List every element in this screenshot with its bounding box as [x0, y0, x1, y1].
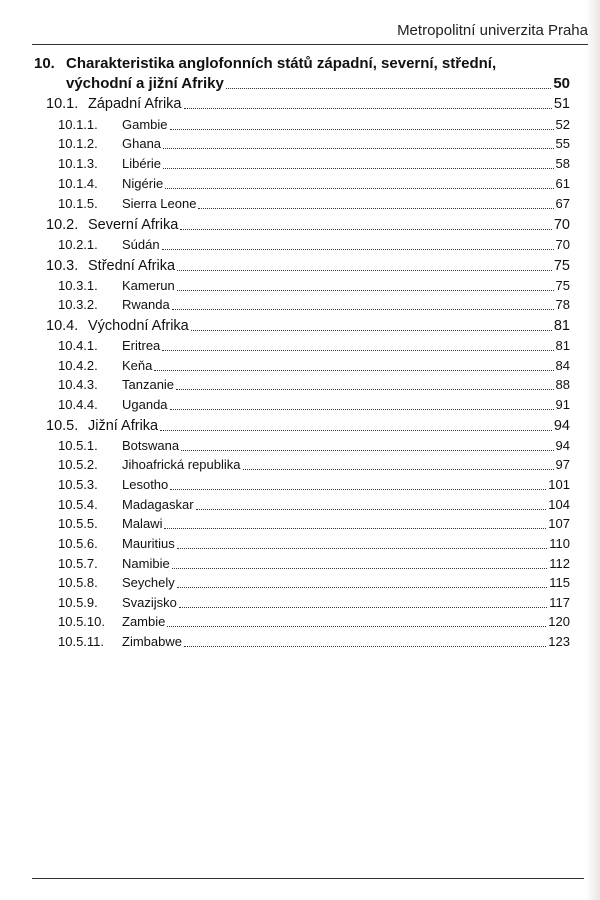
toc-entry-page-number: 67 — [555, 196, 570, 211]
toc-entry-label: Namibie — [122, 556, 170, 571]
toc-entry-page-number: 70 — [555, 237, 570, 252]
toc-entry-number: 10.1.5. — [58, 196, 98, 211]
toc-entry — [58, 573, 570, 593]
toc-entry-title — [46, 215, 178, 235]
toc-entry-label: Střední Afrika — [88, 258, 176, 274]
toc-entry — [46, 215, 570, 235]
toc-entry-title — [58, 514, 162, 534]
toc-entry-title — [58, 356, 152, 376]
toc-entry-title — [46, 316, 189, 336]
toc-entry-label: Rwanda — [122, 297, 170, 312]
dot-leader — [163, 148, 553, 149]
dot-leader — [167, 626, 546, 627]
footer-rule — [32, 878, 584, 879]
toc-entry — [58, 554, 570, 574]
toc-entry — [58, 115, 570, 135]
toc-entry-title — [58, 235, 160, 255]
toc-entry-label: Botswana — [122, 438, 180, 453]
toc-entry-number: 10.2. — [46, 217, 79, 233]
toc-entry-number: 10.5. — [46, 418, 79, 434]
dot-leader — [162, 249, 554, 250]
toc-entry-label: Madagaskar — [122, 497, 194, 512]
toc-entry-label: Gambie — [122, 117, 168, 132]
dot-leader — [177, 548, 548, 549]
toc-entry-title — [58, 436, 179, 456]
toc-entry — [58, 194, 570, 214]
toc-entry-page-number: 120 — [548, 614, 570, 629]
dot-leader — [184, 108, 552, 109]
toc-entry-page-number: 55 — [555, 136, 570, 151]
dot-leader — [172, 568, 548, 569]
toc-entry-number: 10.1.2. — [58, 136, 98, 151]
toc-entry-number: 10.3. — [46, 258, 79, 274]
toc-entry-label: Súdán — [122, 237, 160, 252]
toc-entry-label: Zimbabwe — [122, 634, 182, 649]
toc-entry-number: 10.5.1. — [58, 438, 98, 453]
toc-entry-page-number: 81 — [553, 318, 570, 334]
toc-entry-page-number: 61 — [555, 176, 570, 191]
toc-entry — [58, 375, 570, 395]
toc-entry-label: Jižní Afrika — [88, 418, 159, 434]
toc-entry-page-number: 110 — [549, 536, 570, 551]
dot-leader — [184, 646, 546, 647]
toc-entry — [58, 154, 570, 174]
toc-entry-title — [58, 632, 182, 652]
dot-leader — [196, 509, 547, 510]
toc-entry — [58, 356, 570, 376]
toc-entry-page-number: 107 — [548, 516, 570, 531]
dot-leader — [170, 409, 554, 410]
toc-entry-number: 10.3.1. — [58, 278, 98, 293]
toc-entry-title — [58, 295, 170, 315]
dot-leader — [170, 489, 546, 490]
toc-entry-label: Kamerun — [122, 278, 175, 293]
dot-leader — [177, 290, 554, 291]
dot-leader — [191, 330, 552, 331]
toc-entry-title — [58, 612, 165, 632]
toc-entry — [58, 514, 570, 534]
toc-entry — [46, 256, 570, 276]
toc-entry — [58, 612, 570, 632]
toc-entry — [58, 436, 570, 456]
toc-entry-page-number: 115 — [549, 575, 570, 590]
toc-entry-number: 10.5.9. — [58, 595, 98, 610]
toc-entry — [58, 336, 570, 356]
toc-entry-title — [46, 94, 182, 114]
dot-leader — [177, 270, 552, 271]
toc-entry-number: 10.4.3. — [58, 377, 98, 392]
toc-entry-page-number: 84 — [555, 358, 570, 373]
toc-entry-page-number: 123 — [548, 634, 570, 649]
toc-entry-label: Západní Afrika — [88, 96, 182, 112]
toc-entry-page-number: 52 — [555, 117, 570, 132]
toc-entry — [58, 276, 570, 296]
toc-entry — [58, 295, 570, 315]
toc-entry — [46, 94, 570, 114]
toc-entry-label: Nigérie — [122, 176, 164, 191]
toc-entry — [58, 395, 570, 415]
chapter-number: 10. — [34, 55, 55, 72]
toc-entry — [58, 134, 570, 154]
toc-entry — [58, 495, 570, 515]
dot-leader — [198, 208, 553, 209]
dot-leader — [226, 88, 551, 89]
toc-entry-title — [58, 395, 168, 415]
toc-entry — [46, 416, 570, 436]
toc-entry-label: Libérie — [122, 156, 162, 171]
chapter-title-line1: Charakteristika anglofonních států západní, severní, střední, — [66, 55, 497, 72]
toc-entry-title — [46, 416, 158, 436]
toc-entry-title — [58, 194, 196, 214]
toc-entry-label: Ghana — [122, 136, 162, 151]
toc-entry-title — [58, 573, 175, 593]
toc-entry-label: Sierra Leone — [122, 196, 197, 211]
toc-entry-page-number: 91 — [555, 397, 570, 412]
toc-entry-label: Tanzanie — [122, 377, 175, 392]
toc-entry-title — [46, 256, 175, 276]
toc-entry-page-number: 58 — [555, 156, 570, 171]
toc-entry-number: 10.5.11. — [58, 634, 105, 649]
toc-entry-label: Seychely — [122, 575, 175, 590]
toc-entry-page-number: 88 — [555, 377, 570, 392]
toc-entry-page-number: 117 — [549, 595, 570, 610]
toc-entry-page-number: 112 — [549, 556, 570, 571]
toc-entry-number: 10.3.2. — [58, 297, 98, 312]
dot-leader — [180, 229, 552, 230]
toc-entry-number: 10.4.2. — [58, 358, 98, 373]
toc-entry-title — [58, 336, 160, 356]
toc-entry-number: 10.5.10. — [58, 614, 105, 629]
toc-entry-number: 10.4.4. — [58, 397, 98, 412]
toc-entry-number: 10.1. — [46, 96, 79, 112]
toc-entry-page-number: 94 — [553, 418, 570, 434]
toc-entry-label: Keňa — [122, 358, 153, 373]
dot-leader — [172, 309, 554, 310]
toc-entry-title — [58, 115, 168, 135]
dot-leader — [160, 430, 552, 431]
toc-entry-label: Svazijsko — [122, 595, 177, 610]
toc-entry-title — [58, 375, 174, 395]
toc-entry-number: 10.5.3. — [58, 477, 98, 492]
toc-entry-number: 10.1.4. — [58, 176, 98, 191]
toc-entry-page-number: 94 — [555, 438, 570, 453]
toc-entry-title — [58, 475, 168, 495]
dot-leader — [164, 528, 546, 529]
toc-entry-label: Severní Afrika — [88, 217, 179, 233]
toc-entry-label: Uganda — [122, 397, 168, 412]
toc-entry-title — [58, 455, 241, 475]
running-header: Metropolitní univerzita Praha — [397, 22, 588, 39]
toc-entry-title — [58, 593, 177, 613]
toc-entry-title — [58, 134, 161, 154]
toc-entry-label: Eritrea — [122, 338, 161, 353]
toc-entry-label: Jihoafrická republika — [122, 457, 241, 472]
toc-entry — [58, 593, 570, 613]
dot-leader — [170, 129, 554, 130]
dot-leader — [243, 469, 554, 470]
toc-entry-page-number: 78 — [555, 297, 570, 312]
toc-entry-number: 10.5.5. — [58, 516, 98, 531]
toc-entry-title — [58, 534, 175, 554]
toc-entry — [46, 316, 570, 336]
toc-entry-number: 10.5.6. — [58, 536, 98, 551]
toc-entry-label: Zambie — [122, 614, 166, 629]
toc-entry-label: Lesotho — [122, 477, 169, 492]
toc-entry-title — [58, 495, 194, 515]
toc-entry-number: 10.5.7. — [58, 556, 98, 571]
toc-entry-number: 10.4. — [46, 318, 79, 334]
toc-entry-title — [58, 154, 161, 174]
toc-entry-label: Východní Afrika — [88, 318, 189, 334]
toc-entry-title — [58, 174, 163, 194]
toc-entry-page-number: 70 — [553, 217, 570, 233]
toc-entry-number: 10.1.1. — [58, 117, 98, 132]
dot-leader — [163, 168, 554, 169]
toc-entry-number: 10.1.3. — [58, 156, 98, 171]
toc-entry-page-number: 75 — [555, 278, 570, 293]
toc-entry — [58, 455, 570, 475]
toc-entry-number: 10.2.1. — [58, 237, 98, 252]
chapter-title-line2: východní a jižní Afriky — [66, 75, 224, 92]
toc-entry-page-number: 51 — [553, 96, 570, 112]
toc-entry — [58, 235, 570, 255]
toc-entry — [58, 174, 570, 194]
toc-entry-page-number: 97 — [555, 457, 570, 472]
dot-leader — [162, 350, 553, 351]
dot-leader — [177, 587, 548, 588]
toc-entry-label: Mauritius — [122, 536, 175, 551]
page-edge-shadow — [586, 0, 600, 900]
dot-leader — [176, 389, 553, 390]
toc-entry-page-number: 75 — [553, 258, 570, 274]
toc-entry-title — [58, 276, 175, 296]
toc-entry-page-number: 101 — [548, 477, 570, 492]
toc-entry — [58, 475, 570, 495]
toc-entry-label: Malawi — [122, 516, 163, 531]
dot-leader — [179, 607, 547, 608]
toc-entry-number: 10.4.1. — [58, 338, 98, 353]
toc-entry — [58, 534, 570, 554]
toc-entry-page-number: 104 — [548, 497, 570, 512]
toc-entry — [58, 632, 570, 652]
toc-entry-number: 10.5.2. — [58, 457, 98, 472]
dot-leader — [181, 450, 553, 451]
header-rule — [32, 44, 588, 45]
toc-entry-title — [58, 554, 170, 574]
toc-entry-number: 10.5.4. — [58, 497, 98, 512]
chapter-page-number: 50 — [553, 75, 570, 92]
dot-leader — [165, 188, 553, 189]
toc-entry-page-number: 81 — [555, 338, 570, 353]
dot-leader — [154, 370, 553, 371]
toc-entry-number: 10.5.8. — [58, 575, 98, 590]
